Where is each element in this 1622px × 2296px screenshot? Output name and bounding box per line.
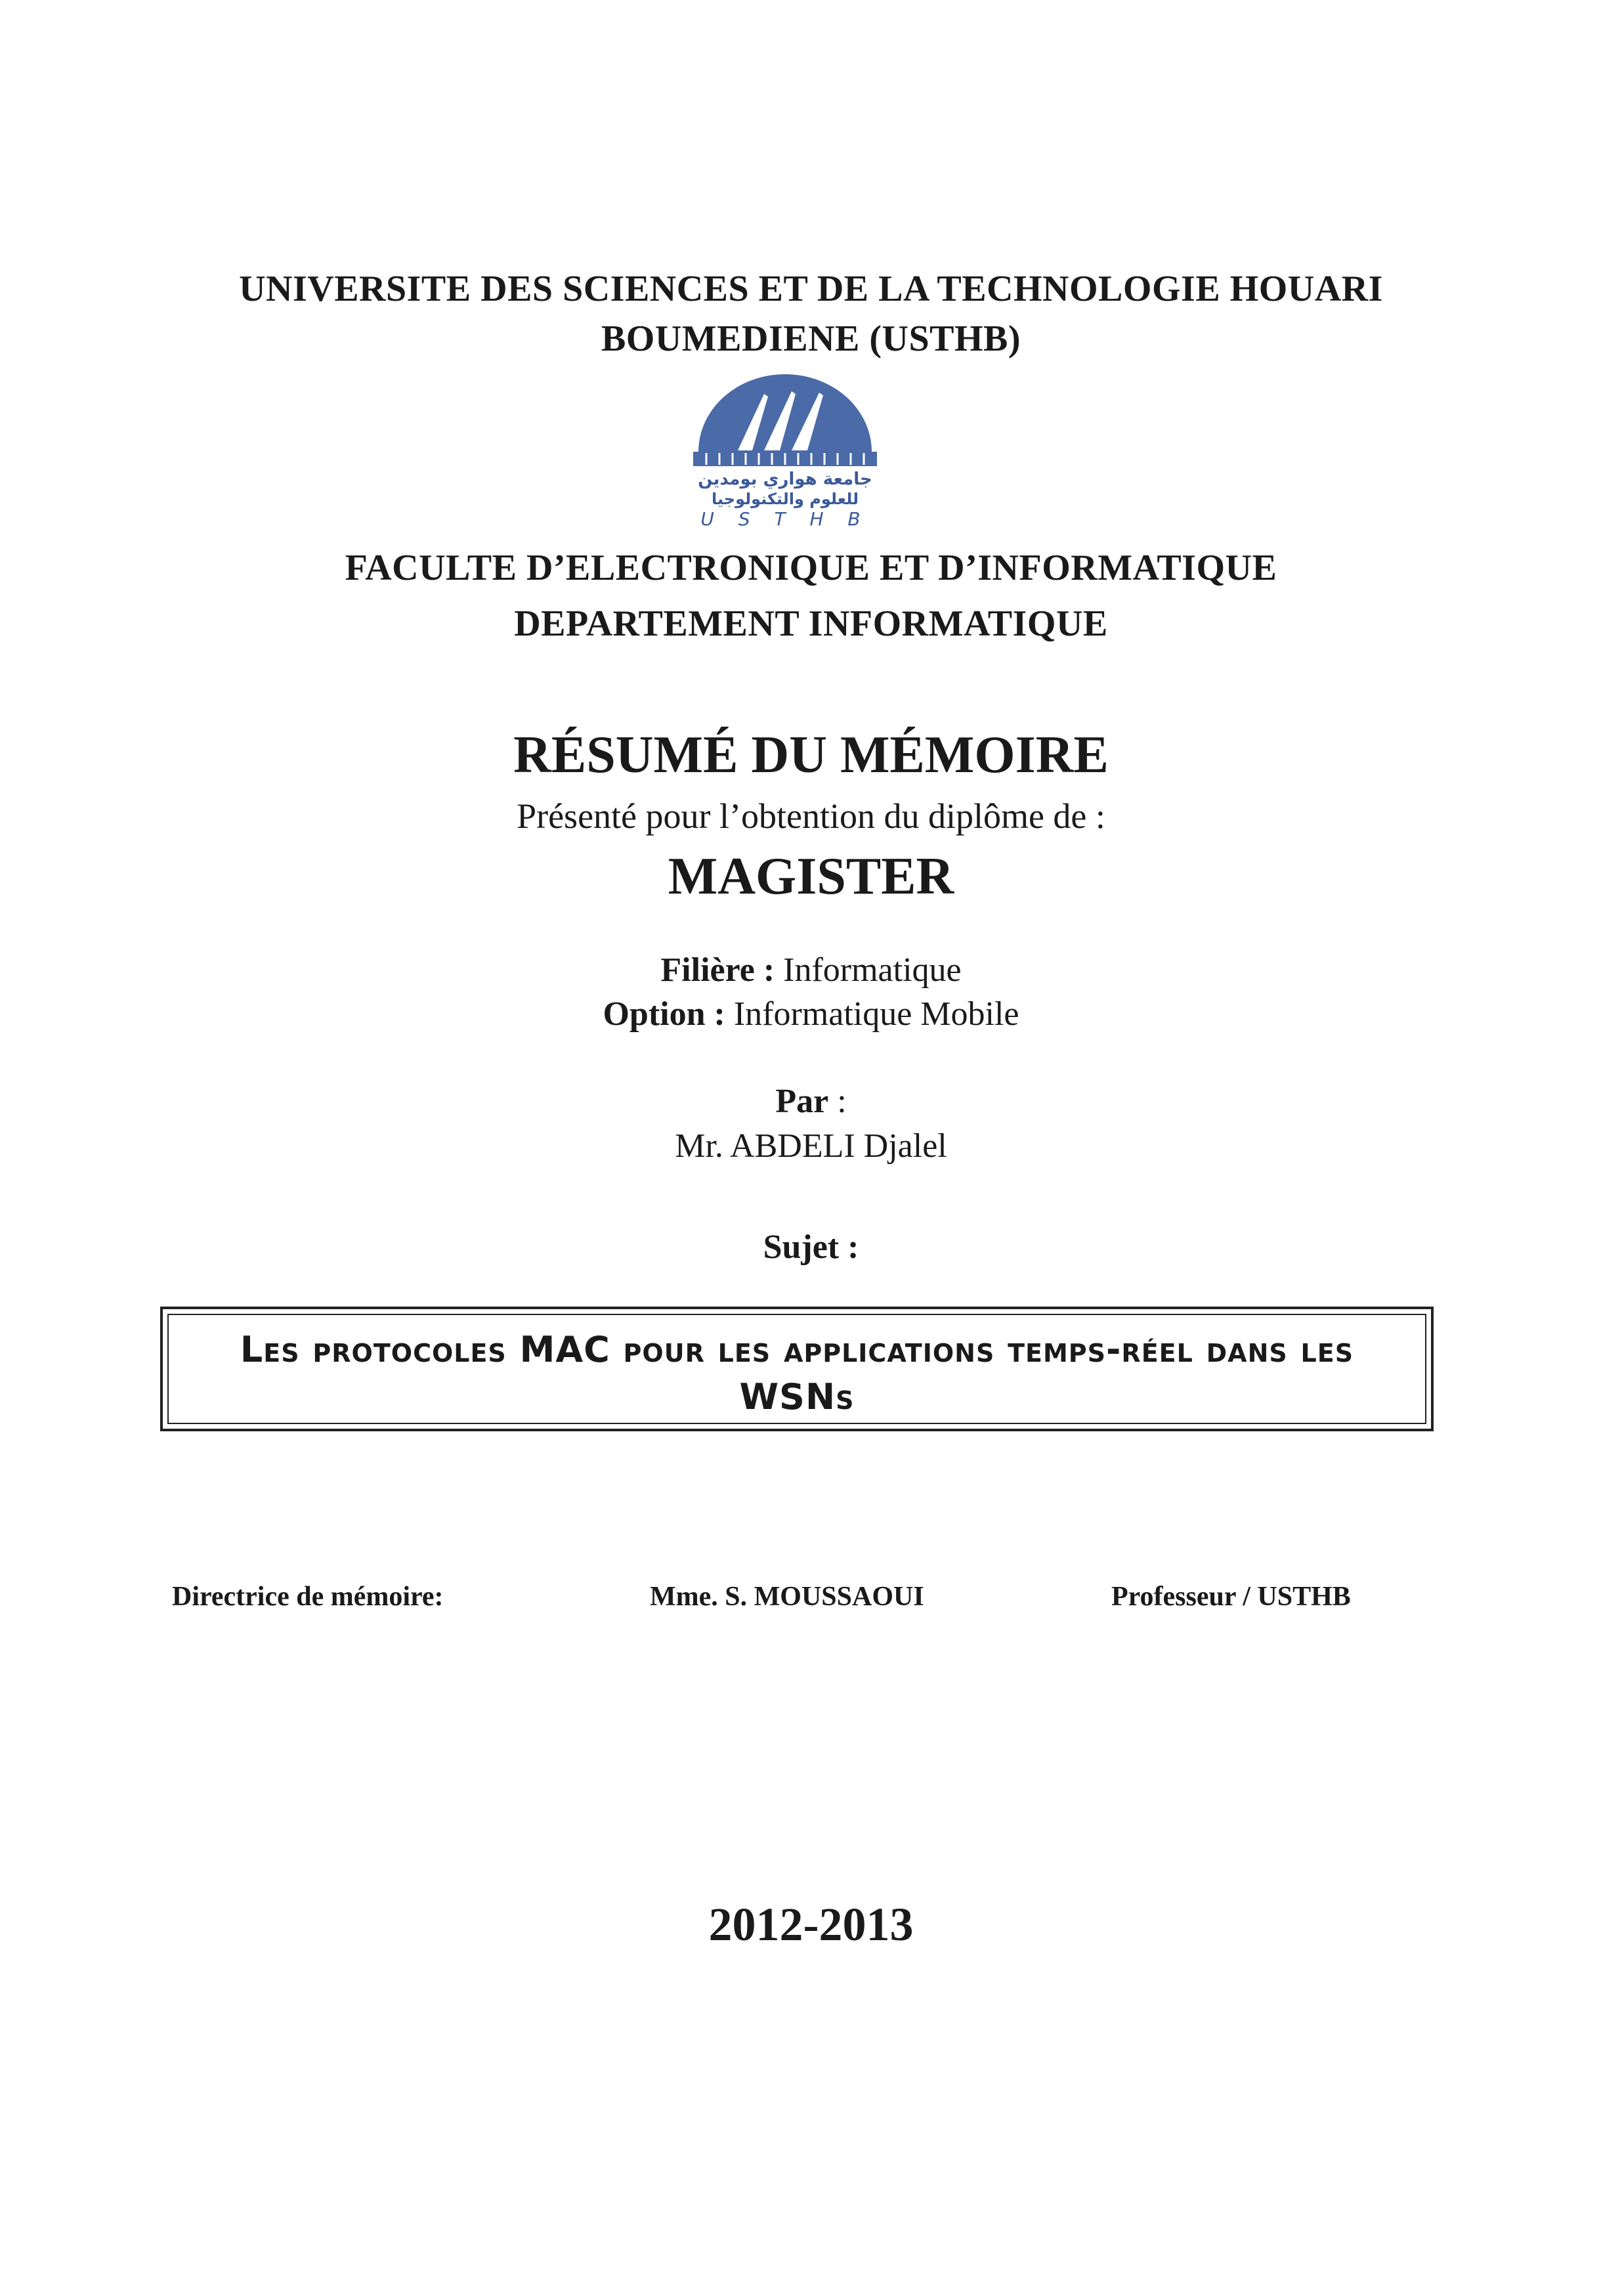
university-name-line1: UNIVERSITE DES SCIENCES ET DE LA TECHNOLOGIE HOUARI [239,269,1383,309]
par-colon: : [837,1083,847,1120]
svg-text:جامعة هواري بومدين: جامعة هواري بومدين [698,469,872,489]
department-name: DEPARTEMENT INFORMATIQUE [514,603,1108,644]
subject-title: Les protocoles MAC pour les applications temps-réel dans les WSNs [240,1329,1354,1418]
presented-for-text: Présenté pour l’obtention du diplôme de : [517,796,1105,836]
sujet-label [0,1228,1622,1267]
par-label: Par [775,1083,829,1120]
filiere-line [0,951,1622,989]
supervisor-role: Directrice de mémoire: [172,1582,444,1612]
usthb-logo-icon [687,366,884,531]
svg-text:U S T H B: U S T H B [700,508,870,530]
supervisor-name: Mme. S. MOUSSAOUI [650,1582,924,1612]
par-line [0,1082,1622,1121]
svg-text:للعلوم والتكنولوجيا: للعلوم والتكنولوجيا [711,490,859,508]
document-title: RÉSUMÉ DU MÉMOIRE [513,726,1109,784]
filiere-value: Informatique [783,951,962,989]
sujet-label-text: Sujet : [763,1228,859,1266]
degree-name: MAGISTER [668,848,954,905]
option-value: Informatique Mobile [733,995,1019,1033]
filiere-label: Filière : [660,951,775,989]
academic-year: 2012-2013 [708,1898,914,1951]
university-name-line2: BOUMEDIENE (USTHB) [601,318,1021,359]
option-label: Option : [603,995,725,1033]
author-name: Mr. ABDELI Djalel [675,1127,947,1165]
subject-box [160,1307,1434,1431]
faculty-name: FACULTE D’ELECTRONIQUE ET D’INFORMATIQUE [345,548,1277,588]
supervisor-position: Professeur / USTHB [1111,1582,1351,1612]
option-line [0,995,1622,1033]
